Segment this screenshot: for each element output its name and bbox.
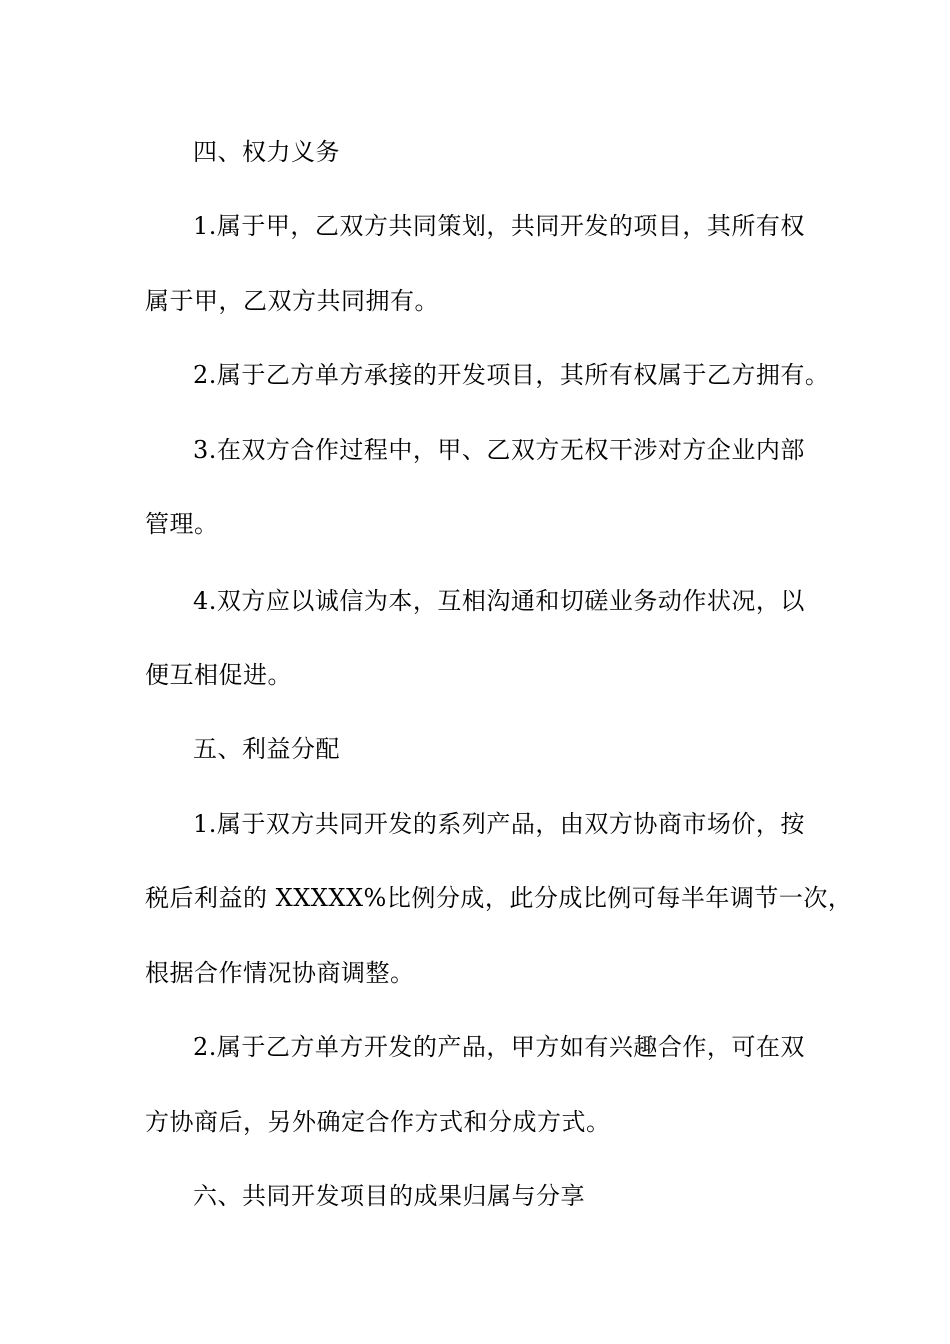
paragraph-line: 1.属于甲，乙双方共同策划，共同开发的项目，其所有权 bbox=[193, 212, 805, 240]
section-heading-results-ownership: 六、共同开发项目的成果归属与分享 bbox=[193, 1182, 585, 1210]
paragraph-line: 4.双方应以诚信为本，互相沟通和切磋业务动作状况，以 bbox=[193, 587, 805, 615]
paragraph-line: 2.属于乙方单方承接的开发项目，其所有权属于乙方拥有。 bbox=[193, 361, 830, 389]
paragraph-line: 属于甲，乙双方共同拥有。 bbox=[145, 287, 439, 315]
section-heading-rights-obligations: 四、权力义务 bbox=[193, 138, 340, 166]
paragraph-line: 便互相促进。 bbox=[145, 661, 292, 689]
paragraph-line: 税后利益的 XXXXX%比例分成，此分成比例可每半年调节一次， bbox=[145, 884, 853, 912]
paragraph-line: 管理。 bbox=[145, 510, 219, 538]
paragraph-line: 1.属于双方共同开发的系列产品，由双方协商市场价，按 bbox=[193, 810, 805, 838]
paragraph-line: 2.属于乙方单方开发的产品，甲方如有兴趣合作，可在双 bbox=[193, 1033, 805, 1061]
paragraph-line: 根据合作情况协商调整。 bbox=[145, 959, 415, 987]
paragraph-line: 方协商后，另外确定合作方式和分成方式。 bbox=[145, 1108, 611, 1136]
paragraph-line: 3.在双方合作过程中，甲、乙双方无权干涉对方企业内部 bbox=[193, 436, 805, 464]
section-heading-profit-distribution: 五、利益分配 bbox=[193, 735, 340, 763]
